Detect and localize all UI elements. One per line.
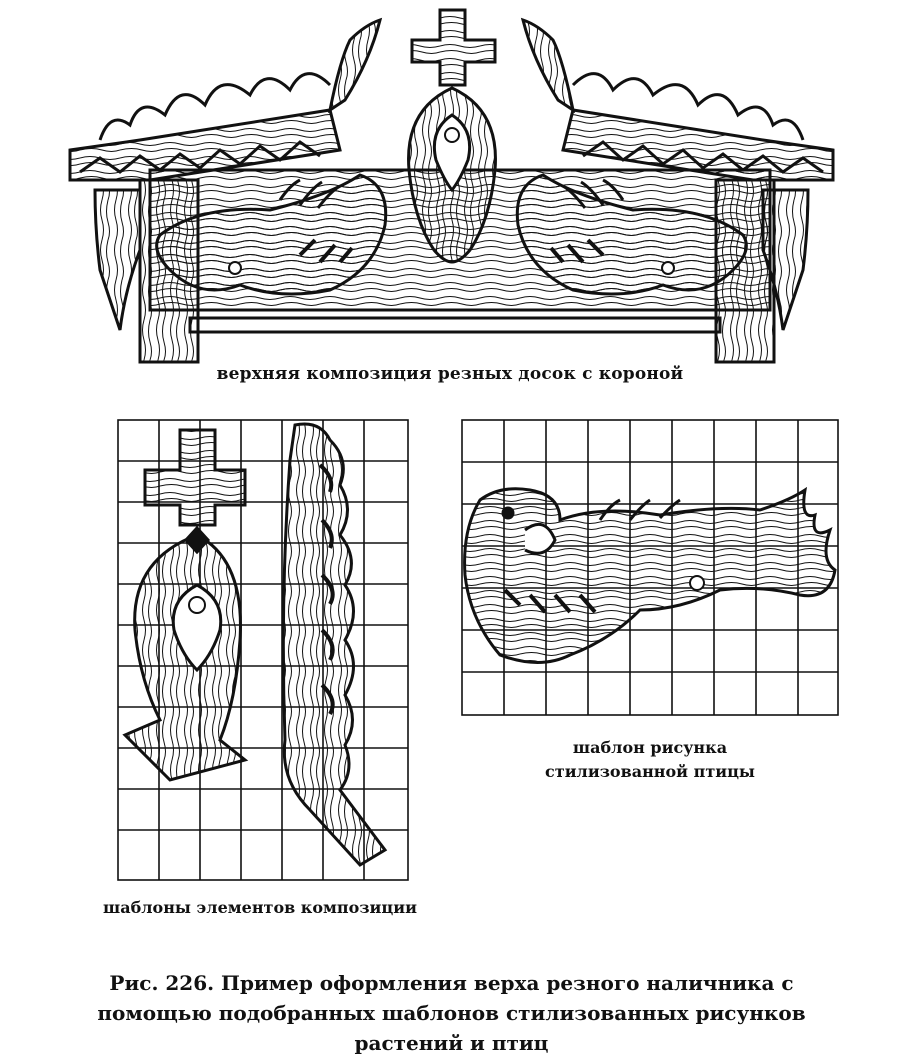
- left-cornice: [70, 20, 380, 180]
- figure-caption-line2: помощью подобранных шаблонов стилизованных рисунков: [97, 1001, 806, 1025]
- element-templates-caption: шаблоны элементов композиции: [103, 898, 417, 917]
- bird-template-caption-line1: шаблон рисунка: [572, 738, 728, 757]
- central-plant-motif: [409, 10, 496, 262]
- bird-template-caption-line2: стилизованной птицы: [545, 762, 755, 781]
- figure-caption: [40, 968, 863, 1058]
- top-carved-composition: [70, 10, 833, 362]
- left-bracket: [95, 190, 140, 330]
- lower-frame-bar: [190, 318, 720, 332]
- bird-template-caption: [500, 736, 800, 784]
- top-composition-caption: верхняя композиция резных досок с короной: [216, 364, 684, 384]
- figure-caption-line1: Рис. 226. Пример оформления верха резного наличника с: [109, 971, 794, 995]
- right-cornice: [523, 20, 833, 180]
- bird-template-grid: [462, 420, 838, 715]
- element-templates-grid: [118, 420, 408, 880]
- figure-caption-line3: растений и птиц: [354, 1031, 549, 1055]
